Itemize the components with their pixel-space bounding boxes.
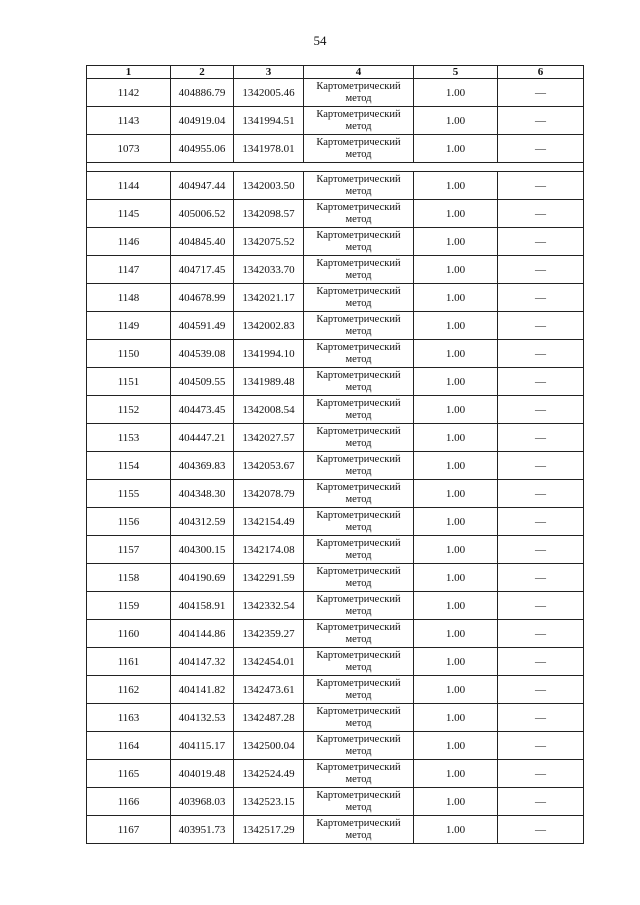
method-line2: метод xyxy=(345,745,372,757)
precision-cell: 1.00 xyxy=(414,760,498,788)
precision-cell: 1.00 xyxy=(414,732,498,760)
y-coordinate-cell: 1342033.70 xyxy=(234,256,304,284)
method-line2: метод xyxy=(345,437,372,449)
point-number-cell: 1160 xyxy=(87,620,171,648)
method-line2: метод xyxy=(345,92,372,104)
x-coordinate-cell: 404348.30 xyxy=(171,480,234,508)
note-cell: — xyxy=(498,480,584,508)
x-coordinate-cell: 404845.40 xyxy=(171,228,234,256)
y-coordinate-cell: 1341994.51 xyxy=(234,107,304,135)
x-coordinate-cell: 404509.55 xyxy=(171,368,234,396)
header-cell: 5 xyxy=(414,66,498,79)
method-cell xyxy=(304,452,414,480)
point-number-cell: 1158 xyxy=(87,564,171,592)
table-row xyxy=(87,480,584,508)
separator-cell xyxy=(87,163,584,172)
precision-cell: 1.00 xyxy=(414,284,498,312)
point-number-cell: 1143 xyxy=(87,107,171,135)
precision-cell: 1.00 xyxy=(414,704,498,732)
x-coordinate-cell: 404158.91 xyxy=(171,592,234,620)
table-row xyxy=(87,256,584,284)
method-line1: Картометрический xyxy=(316,285,401,297)
method-line1: Картометрический xyxy=(316,313,401,325)
x-coordinate-cell: 404955.06 xyxy=(171,135,234,163)
note-cell: — xyxy=(498,79,584,107)
y-coordinate-cell: 1342053.67 xyxy=(234,452,304,480)
note-cell: — xyxy=(498,704,584,732)
table-row xyxy=(87,508,584,536)
note-cell: — xyxy=(498,536,584,564)
method-cell xyxy=(304,424,414,452)
method-cell xyxy=(304,135,414,163)
x-coordinate-cell: 404919.04 xyxy=(171,107,234,135)
precision-cell: 1.00 xyxy=(414,620,498,648)
table-row xyxy=(87,312,584,340)
point-number-cell: 1142 xyxy=(87,79,171,107)
table-row xyxy=(87,788,584,816)
x-coordinate-cell: 404190.69 xyxy=(171,564,234,592)
point-number-cell: 1154 xyxy=(87,452,171,480)
table-row xyxy=(87,676,584,704)
header-row xyxy=(87,66,584,79)
x-coordinate-cell: 404886.79 xyxy=(171,79,234,107)
table-row xyxy=(87,228,584,256)
method-cell xyxy=(304,256,414,284)
point-number-cell: 1165 xyxy=(87,760,171,788)
method-line2: метод xyxy=(345,689,372,701)
point-number-cell: 1149 xyxy=(87,312,171,340)
y-coordinate-cell: 1342174.08 xyxy=(234,536,304,564)
precision-cell: 1.00 xyxy=(414,256,498,284)
precision-cell: 1.00 xyxy=(414,396,498,424)
point-number-cell: 1073 xyxy=(87,135,171,163)
method-cell xyxy=(304,340,414,368)
header-cell: 6 xyxy=(498,66,584,79)
method-cell xyxy=(304,480,414,508)
method-line2: метод xyxy=(345,353,372,365)
y-coordinate-cell: 1342487.28 xyxy=(234,704,304,732)
method-line1: Картометрический xyxy=(316,425,401,437)
precision-cell: 1.00 xyxy=(414,228,498,256)
table-row xyxy=(87,284,584,312)
y-coordinate-cell: 1342021.17 xyxy=(234,284,304,312)
precision-cell: 1.00 xyxy=(414,508,498,536)
table-row xyxy=(87,816,584,844)
method-line2: метод xyxy=(345,577,372,589)
method-line1: Картометрический xyxy=(316,369,401,381)
method-cell xyxy=(304,508,414,536)
note-cell: — xyxy=(498,396,584,424)
table-row xyxy=(87,135,584,163)
method-line1: Картометрический xyxy=(316,397,401,409)
precision-cell: 1.00 xyxy=(414,480,498,508)
table-row xyxy=(87,760,584,788)
method-line1: Картометрический xyxy=(316,705,401,717)
y-coordinate-cell: 1342154.49 xyxy=(234,508,304,536)
y-coordinate-cell: 1342098.57 xyxy=(234,200,304,228)
y-coordinate-cell: 1341989.48 xyxy=(234,368,304,396)
precision-cell: 1.00 xyxy=(414,424,498,452)
note-cell: — xyxy=(498,760,584,788)
method-cell xyxy=(304,564,414,592)
header-cell: 4 xyxy=(304,66,414,79)
point-number-cell: 1163 xyxy=(87,704,171,732)
precision-cell: 1.00 xyxy=(414,79,498,107)
note-cell: — xyxy=(498,732,584,760)
precision-cell: 1.00 xyxy=(414,648,498,676)
method-line2: метод xyxy=(345,829,372,841)
note-cell: — xyxy=(498,592,584,620)
method-line1: Картометрический xyxy=(316,649,401,661)
x-coordinate-cell: 404678.99 xyxy=(171,284,234,312)
table-row xyxy=(87,732,584,760)
point-number-cell: 1156 xyxy=(87,508,171,536)
y-coordinate-cell: 1341978.01 xyxy=(234,135,304,163)
note-cell: — xyxy=(498,200,584,228)
method-line2: метод xyxy=(345,325,372,337)
y-coordinate-cell: 1342524.49 xyxy=(234,760,304,788)
precision-cell: 1.00 xyxy=(414,564,498,592)
y-coordinate-cell: 1342523.15 xyxy=(234,788,304,816)
point-number-cell: 1147 xyxy=(87,256,171,284)
method-line1: Картометрический xyxy=(316,761,401,773)
note-cell: — xyxy=(498,676,584,704)
method-line1: Картометрический xyxy=(316,453,401,465)
point-number-cell: 1153 xyxy=(87,424,171,452)
table-row xyxy=(87,396,584,424)
precision-cell: 1.00 xyxy=(414,368,498,396)
method-line2: метод xyxy=(345,241,372,253)
header-cell: 3 xyxy=(234,66,304,79)
method-cell xyxy=(304,107,414,135)
header-cell: 2 xyxy=(171,66,234,79)
method-line2: метод xyxy=(345,633,372,645)
precision-cell: 1.00 xyxy=(414,676,498,704)
x-coordinate-cell: 404115.17 xyxy=(171,732,234,760)
y-coordinate-cell: 1342005.46 xyxy=(234,79,304,107)
precision-cell: 1.00 xyxy=(414,536,498,564)
table-row xyxy=(87,79,584,107)
note-cell: — xyxy=(498,564,584,592)
x-coordinate-cell: 404447.21 xyxy=(171,424,234,452)
point-number-cell: 1157 xyxy=(87,536,171,564)
y-coordinate-cell: 1342291.59 xyxy=(234,564,304,592)
table-row xyxy=(87,620,584,648)
method-cell xyxy=(304,368,414,396)
method-cell xyxy=(304,648,414,676)
x-coordinate-cell: 404147.32 xyxy=(171,648,234,676)
note-cell: — xyxy=(498,424,584,452)
y-coordinate-cell: 1342008.54 xyxy=(234,396,304,424)
method-line2: метод xyxy=(345,148,372,160)
table-row xyxy=(87,340,584,368)
method-line2: метод xyxy=(345,717,372,729)
coordinates-table xyxy=(86,65,584,844)
method-line1: Картометрический xyxy=(316,733,401,745)
table-row xyxy=(87,424,584,452)
method-line1: Картометрический xyxy=(316,229,401,241)
precision-cell: 1.00 xyxy=(414,107,498,135)
x-coordinate-cell: 404144.86 xyxy=(171,620,234,648)
method-line2: метод xyxy=(345,465,372,477)
method-line2: метод xyxy=(345,381,372,393)
method-cell xyxy=(304,816,414,844)
x-coordinate-cell: 404591.49 xyxy=(171,312,234,340)
y-coordinate-cell: 1342003.50 xyxy=(234,172,304,200)
table-row xyxy=(87,536,584,564)
x-coordinate-cell: 403951.73 xyxy=(171,816,234,844)
table-row xyxy=(87,172,584,200)
precision-cell: 1.00 xyxy=(414,340,498,368)
table-row xyxy=(87,452,584,480)
point-number-cell: 1166 xyxy=(87,788,171,816)
separator-row xyxy=(87,163,584,172)
table-row xyxy=(87,368,584,396)
y-coordinate-cell: 1342332.54 xyxy=(234,592,304,620)
x-coordinate-cell: 404141.82 xyxy=(171,676,234,704)
note-cell: — xyxy=(498,228,584,256)
point-number-cell: 1146 xyxy=(87,228,171,256)
method-line1: Картометрический xyxy=(316,80,401,92)
y-coordinate-cell: 1342454.01 xyxy=(234,648,304,676)
method-line2: метод xyxy=(345,120,372,132)
method-line1: Картометрический xyxy=(316,341,401,353)
note-cell: — xyxy=(498,312,584,340)
x-coordinate-cell: 404947.44 xyxy=(171,172,234,200)
point-number-cell: 1161 xyxy=(87,648,171,676)
method-cell xyxy=(304,312,414,340)
x-coordinate-cell: 404539.08 xyxy=(171,340,234,368)
note-cell: — xyxy=(498,368,584,396)
method-line2: метод xyxy=(345,605,372,617)
method-line2: метод xyxy=(345,297,372,309)
precision-cell: 1.00 xyxy=(414,788,498,816)
precision-cell: 1.00 xyxy=(414,452,498,480)
method-line1: Картометрический xyxy=(316,565,401,577)
note-cell: — xyxy=(498,620,584,648)
method-cell xyxy=(304,760,414,788)
method-line2: метод xyxy=(345,213,372,225)
point-number-cell: 1151 xyxy=(87,368,171,396)
table-row xyxy=(87,107,584,135)
method-line1: Картометрический xyxy=(316,201,401,213)
note-cell: — xyxy=(498,452,584,480)
table-row xyxy=(87,704,584,732)
method-line1: Картометрический xyxy=(316,621,401,633)
y-coordinate-cell: 1342075.52 xyxy=(234,228,304,256)
precision-cell: 1.00 xyxy=(414,172,498,200)
point-number-cell: 1167 xyxy=(87,816,171,844)
method-line1: Картометрический xyxy=(316,593,401,605)
x-coordinate-cell: 404369.83 xyxy=(171,452,234,480)
table-row xyxy=(87,648,584,676)
precision-cell: 1.00 xyxy=(414,200,498,228)
method-line1: Картометрический xyxy=(316,537,401,549)
x-coordinate-cell: 404132.53 xyxy=(171,704,234,732)
note-cell: — xyxy=(498,256,584,284)
note-cell: — xyxy=(498,508,584,536)
method-cell xyxy=(304,200,414,228)
method-cell xyxy=(304,284,414,312)
table-row xyxy=(87,564,584,592)
method-line2: метод xyxy=(345,773,372,785)
note-cell: — xyxy=(498,135,584,163)
note-cell: — xyxy=(498,816,584,844)
x-coordinate-cell: 404717.45 xyxy=(171,256,234,284)
method-line1: Картометрический xyxy=(316,173,401,185)
method-line2: метод xyxy=(345,521,372,533)
y-coordinate-cell: 1342473.61 xyxy=(234,676,304,704)
method-line2: метод xyxy=(345,801,372,813)
y-coordinate-cell: 1342359.27 xyxy=(234,620,304,648)
precision-cell: 1.00 xyxy=(414,312,498,340)
method-line1: Картометрический xyxy=(316,481,401,493)
method-cell xyxy=(304,704,414,732)
y-coordinate-cell: 1342002.83 xyxy=(234,312,304,340)
point-number-cell: 1164 xyxy=(87,732,171,760)
method-cell xyxy=(304,676,414,704)
note-cell: — xyxy=(498,107,584,135)
point-number-cell: 1159 xyxy=(87,592,171,620)
page-number: 54 xyxy=(313,33,327,48)
precision-cell: 1.00 xyxy=(414,816,498,844)
precision-cell: 1.00 xyxy=(414,135,498,163)
note-cell: — xyxy=(498,284,584,312)
precision-cell: 1.00 xyxy=(414,592,498,620)
x-coordinate-cell: 403968.03 xyxy=(171,788,234,816)
method-line2: метод xyxy=(345,185,372,197)
method-line1: Картометрический xyxy=(316,509,401,521)
point-number-cell: 1155 xyxy=(87,480,171,508)
method-line1: Картометрический xyxy=(316,108,401,120)
point-number-cell: 1152 xyxy=(87,396,171,424)
y-coordinate-cell: 1342500.04 xyxy=(234,732,304,760)
note-cell: — xyxy=(498,648,584,676)
method-line1: Картометрический xyxy=(316,789,401,801)
method-cell xyxy=(304,172,414,200)
method-cell xyxy=(304,79,414,107)
method-line2: метод xyxy=(345,269,372,281)
point-number-cell: 1145 xyxy=(87,200,171,228)
method-line1: Картометрический xyxy=(316,136,401,148)
x-coordinate-cell: 404312.59 xyxy=(171,508,234,536)
y-coordinate-cell: 1341994.10 xyxy=(234,340,304,368)
table-row xyxy=(87,592,584,620)
point-number-cell: 1148 xyxy=(87,284,171,312)
x-coordinate-cell: 404300.15 xyxy=(171,536,234,564)
header-cell: 1 xyxy=(87,66,171,79)
note-cell: — xyxy=(498,340,584,368)
table-row xyxy=(87,200,584,228)
method-line1: Картометрический xyxy=(316,677,401,689)
point-number-cell: 1144 xyxy=(87,172,171,200)
method-cell xyxy=(304,592,414,620)
y-coordinate-cell: 1342027.57 xyxy=(234,424,304,452)
method-cell xyxy=(304,620,414,648)
method-line2: метод xyxy=(345,549,372,561)
method-cell xyxy=(304,228,414,256)
note-cell: — xyxy=(498,172,584,200)
method-cell xyxy=(304,732,414,760)
method-cell xyxy=(304,536,414,564)
x-coordinate-cell: 404473.45 xyxy=(171,396,234,424)
method-line2: метод xyxy=(345,493,372,505)
point-number-cell: 1150 xyxy=(87,340,171,368)
note-cell: — xyxy=(498,788,584,816)
x-coordinate-cell: 404019.48 xyxy=(171,760,234,788)
method-line1: Картометрический xyxy=(316,817,401,829)
y-coordinate-cell: 1342517.29 xyxy=(234,816,304,844)
method-cell xyxy=(304,396,414,424)
table-body xyxy=(87,66,584,844)
method-line2: метод xyxy=(345,661,372,673)
method-line2: метод xyxy=(345,409,372,421)
x-coordinate-cell: 405006.52 xyxy=(171,200,234,228)
y-coordinate-cell: 1342078.79 xyxy=(234,480,304,508)
point-number-cell: 1162 xyxy=(87,676,171,704)
method-line1: Картометрический xyxy=(316,257,401,269)
method-cell xyxy=(304,788,414,816)
